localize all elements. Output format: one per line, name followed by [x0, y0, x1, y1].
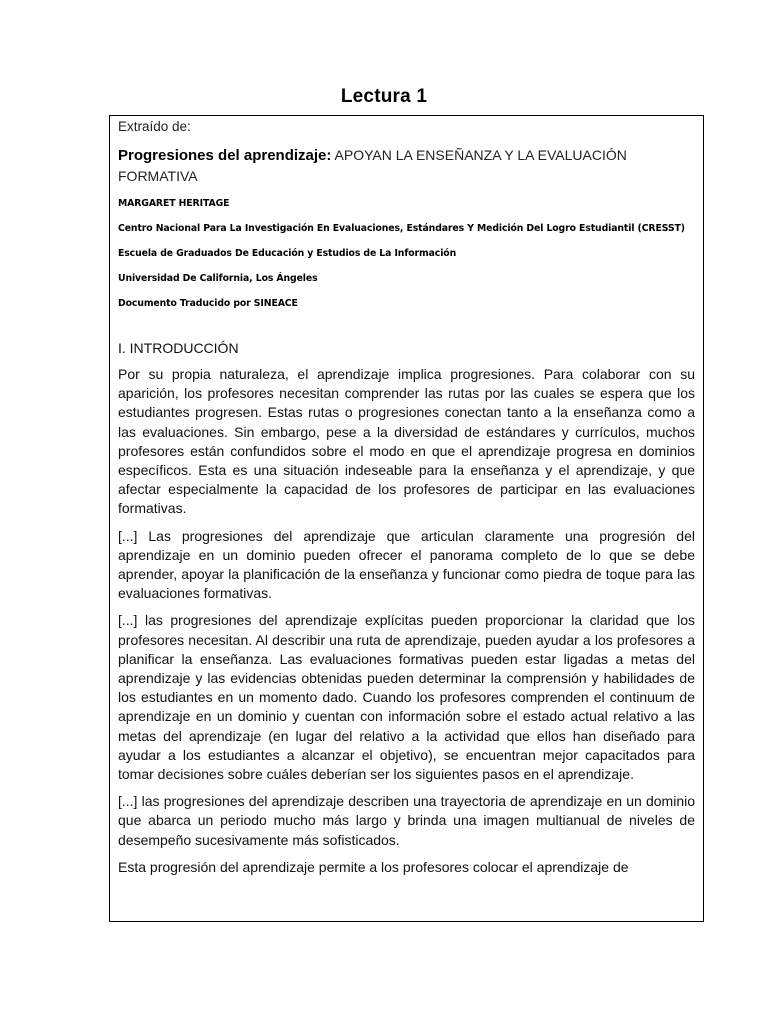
page-title: Lectura 1 — [340, 86, 428, 107]
heading-rest: APOYAN LA ENSEÑANZA Y LA EVALUACIÓN FORMATIVA — [118, 147, 627, 184]
paragraph: [...] Las progresiones del aprendizaje que articulan claramente una progresión del aprendizaje en un dominio pueden ofrecer el panorama completo de lo que se debe aprender, apoyar la planificación de la enseñanza y funcionar como piedra de toque para las evaluaciones formativas. — [118, 527, 695, 602]
section-heading: I. INTRODUCCIÓN — [118, 340, 239, 356]
meta-center: Centro Nacional Para La Investigación En Evaluaciones, Estándares Y Medición Del Logro Estudiantil (CRESST) — [118, 223, 685, 234]
paragraph: Por su propia naturaleza, el aprendizaje implica progresiones. Para colaborar con su aparición, los profesores necesitan comprender las rutas por las cuales se espera que los estudiantes progresen. Estas rutas o progresiones conectan tanto a la enseñanza como a las evaluaciones. Sin embargo, pese a la diversidad de estándares y currículos, muchos profesores están confundidos sobre el modo en que el aprendizaje progresa en dominios específicos. Esta es una situación indeseable para la enseñanza y el aprendizaje, y que afectar especialmente la capacidad de los profesores de participar en las evaluaciones formativas. — [118, 366, 695, 517]
heading-bold: Progresiones del aprendizaje: — [118, 147, 332, 164]
paragraph: [...] las progresiones del aprendizaje explícitas pueden proporcionar la claridad que los profesores necesitan. Al describir una ruta de aprendizaje, pueden ayudar a los profesores a planificar la enseñanza. Las evaluaciones formativas pueden estar ligadas a metas del aprendizaje y las evidencias obtenidas pueden determinar la comprensión y habilidades de los estudiantes en un momento dado. Cuando los profesores comprenden el continuum de aprendizaje en un dominio y cuentan con información sobre el estado actual relativo a las metas del aprendizaje (en lugar del relativo a la actividad que ellos han diseñado para ayudar a los estudiantes a alcanzar el objetivo), se encuentran mejor capacitados para tomar decisiones sobre cuáles deberían ser los siguientes pasos en el aprendizaje. — [118, 612, 695, 783]
meta-university: Universidad De California, Los Ángeles — [118, 273, 318, 284]
meta-translation: Documento Traducido por SINEACE — [118, 298, 298, 309]
meta-author: MARGARET HERITAGE — [118, 198, 230, 209]
extracted-label: Extraído de: — [118, 119, 191, 134]
paragraph: [...] las progresiones del aprendizaje describen una trayectoria de aprendizaje en un dominio que abarca un periodo mucho más largo y brinda una imagen multianual de niveles de desempeño sucesivamente más sofisticados. — [118, 793, 695, 848]
document-heading — [118, 145, 695, 186]
paragraph: Esta progresión del aprendizaje permite a los profesores colocar el aprendizaje de — [118, 858, 629, 875]
document-box — [109, 115, 704, 922]
meta-school: Escuela de Graduados De Educación y Estudios de La Información — [118, 248, 457, 259]
